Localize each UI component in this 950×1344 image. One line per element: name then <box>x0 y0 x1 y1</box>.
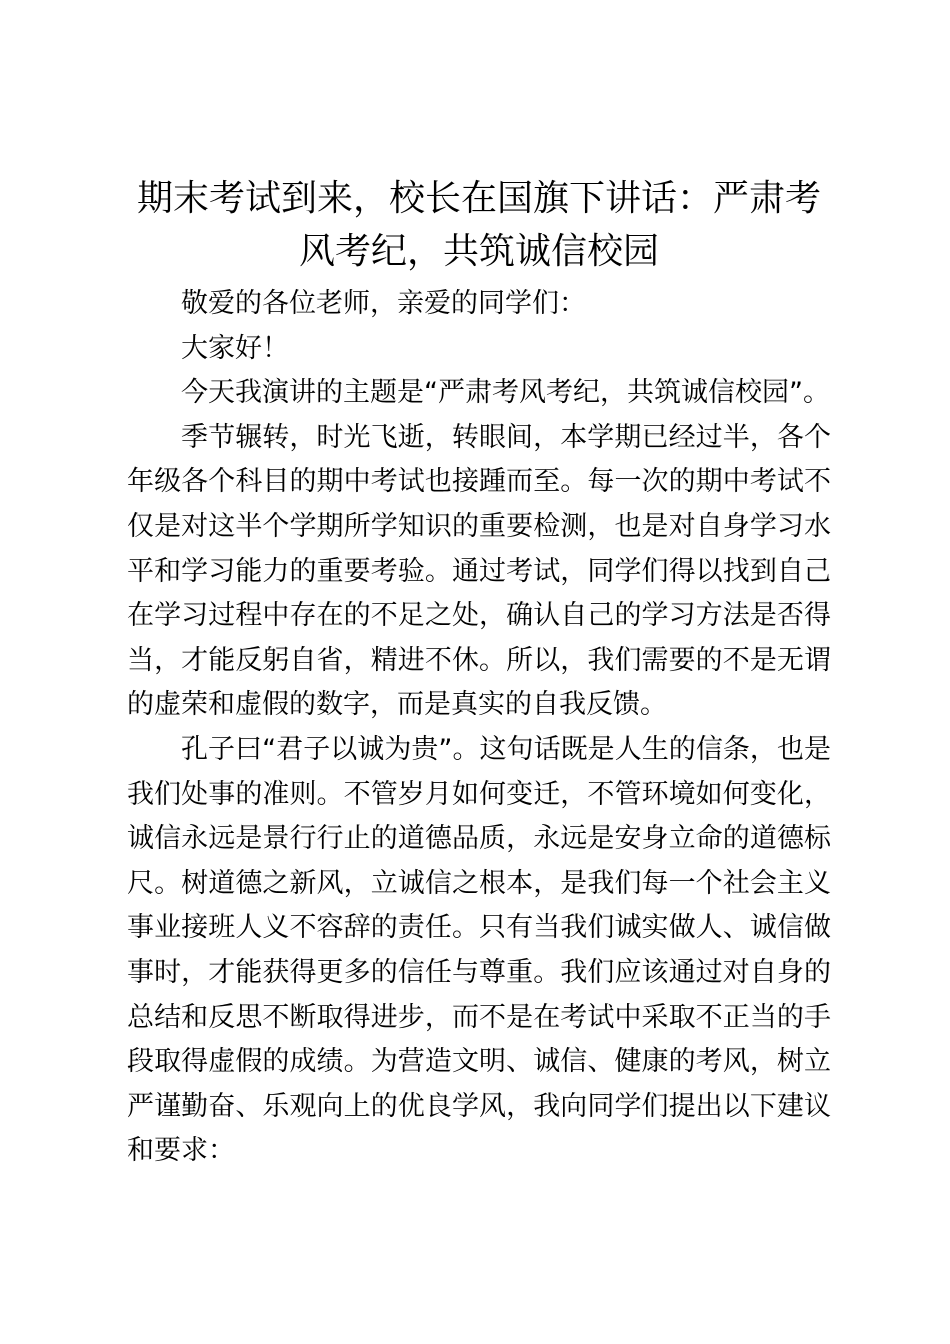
salutation-paragraph: 敬爱的各位老师，亲爱的同学们： <box>181 288 586 319</box>
topic-paragraph: 今天我演讲的主题是“严肃考风考纪，共筑诚信校园”。 <box>181 377 830 409</box>
greeting-paragraph: 大家好！ <box>181 332 289 364</box>
document-body <box>127 172 831 1174</box>
document-title: 期末考试到来，校长在国旗下讲话：严肃考风考纪，共筑诚信校园 <box>136 178 821 272</box>
body-paragraph-exam: 季节辗转，时光飞逝，转眼间，本学期已经过半，各个年级各个科目的期中考试也接踵而至。每一次的期中考试不仅是对这半个学期所学知识的重要检测，也是对自身学习水平和学习能力的重要考验。通过考试，同学们得以找到自己在学习过程中存在的不足之处，确认自己的学习方法是否得当，才能反躬自省，精进不休。所以，我们需要的不是无谓的虚荣和虚假的数字，而是真实的自我反馈。 <box>127 421 831 721</box>
body-paragraph-integrity: 孔子曰“君子以诚为贵”。这句话既是人生的信条，也是我们处事的准则。不管岁月如何变迁，不管环境如何变化，诚信永远是景行行止的道德品质，永远是安身立命的道德标尺。树道德之新风，立诚信之根本，是我们每一个社会主义事业接班人义不容辞的责任。只有当我们诚实做人、诚信做事时，才能获得更多的信任与尊重。我们应该通过对自身的总结和反思不断取得进步，而不是在考试中采取不正当的手段取得虚假的成绩。为营造文明、诚信、健康的考风，树立严谨勤奋、乐观向上的优良学风，我向同学们提出以下建议和要求： <box>127 733 831 1167</box>
